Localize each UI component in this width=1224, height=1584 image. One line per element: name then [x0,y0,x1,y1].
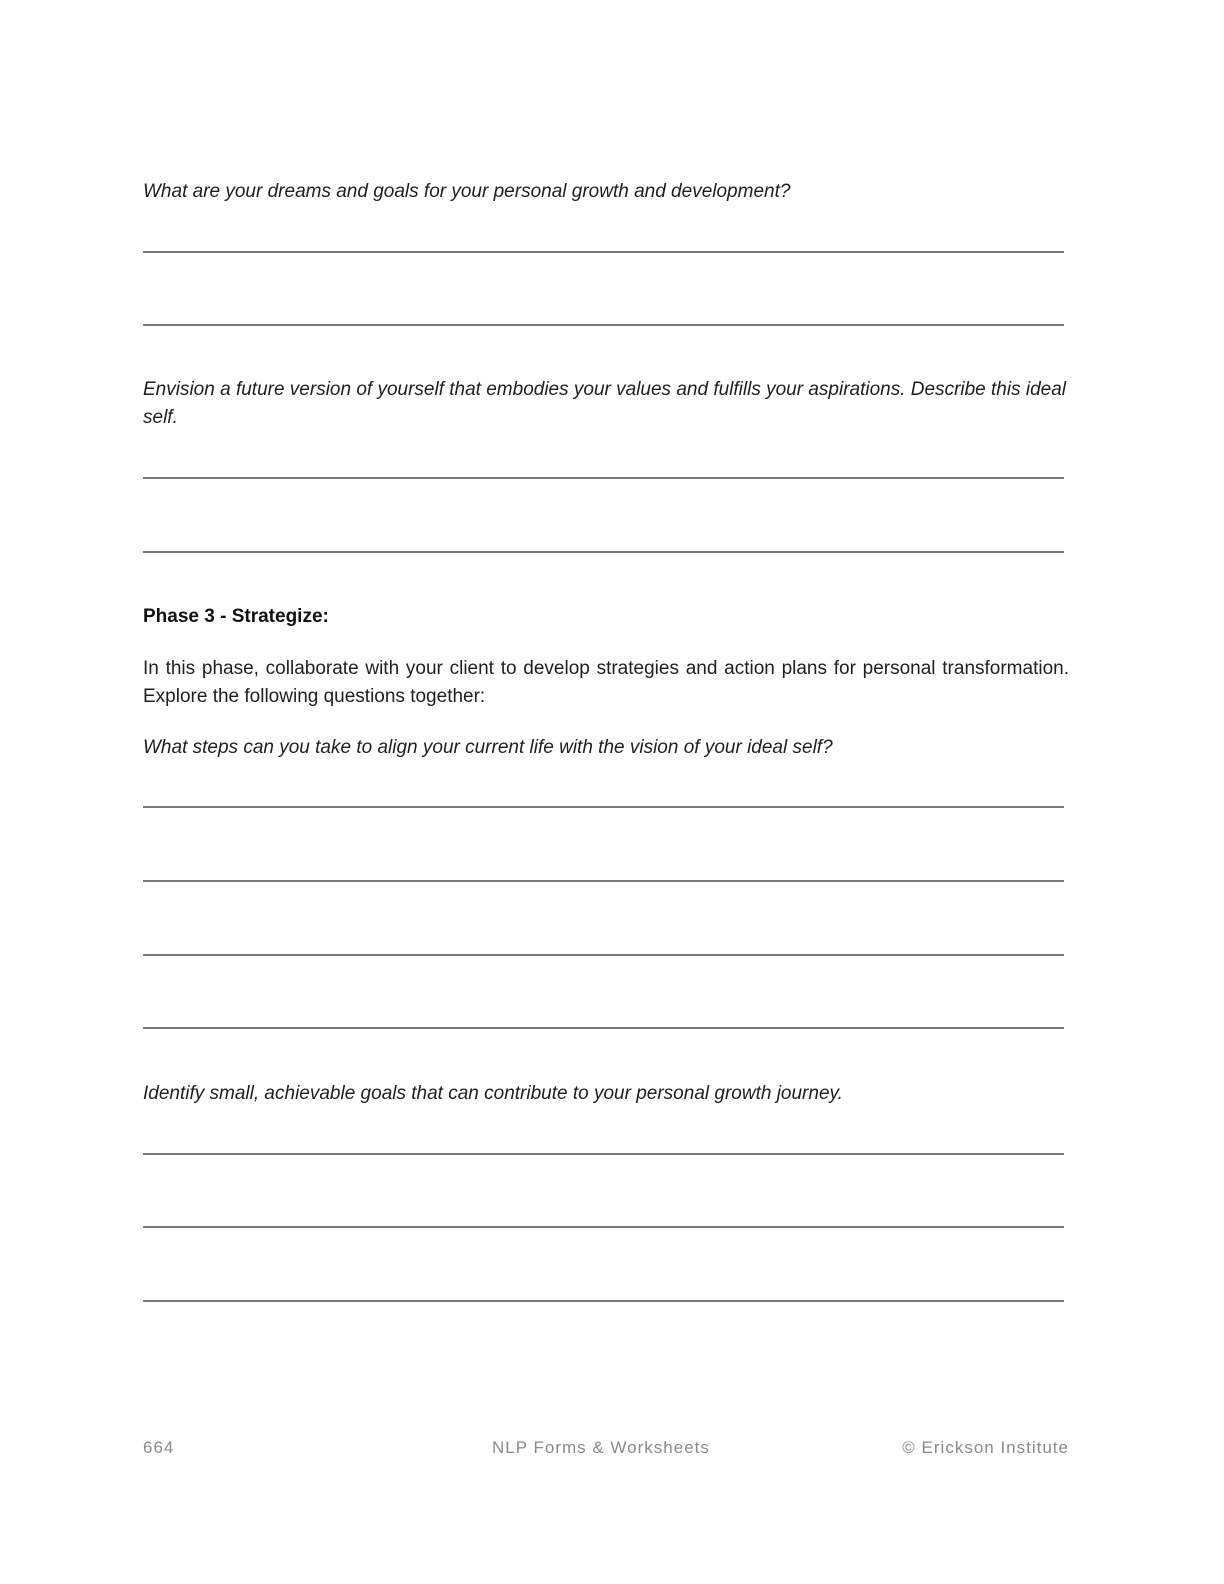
answer-line[interactable] [143,477,1064,479]
answer-line[interactable] [143,880,1064,882]
answer-line[interactable] [143,324,1064,326]
answer-line[interactable] [143,1027,1064,1029]
footer-copyright: © Erickson Institute [902,1438,1069,1457]
question-small-goals: Identify small, achievable goals that can contribute to your personal growth journey. [143,1083,843,1104]
question-dreams-goals: What are your dreams and goals for your personal growth and development? [143,181,791,202]
page-number: 664 [143,1438,175,1457]
answer-line[interactable] [143,1226,1064,1228]
answer-line[interactable] [143,1300,1064,1302]
answer-line[interactable] [143,954,1064,956]
question-align-steps: What steps can you take to align your current life with the vision of your ideal self? [143,737,833,758]
answer-line[interactable] [143,551,1064,553]
answer-line[interactable] [143,251,1064,253]
phase-3-heading: Phase 3 - Strategize: [143,606,329,627]
footer-title: NLP Forms & Worksheets [492,1438,710,1457]
question-ideal-self: Envision a future version of yourself that embodies your values and fulfills your aspirations. Describe this ideal self. [143,379,1067,428]
answer-line[interactable] [143,1153,1064,1155]
answer-line[interactable] [143,806,1064,808]
phase-3-intro: In this phase, collaborate with your client to develop strategies and action plans for personal transformation. Explore the following questions together: [143,658,1069,707]
